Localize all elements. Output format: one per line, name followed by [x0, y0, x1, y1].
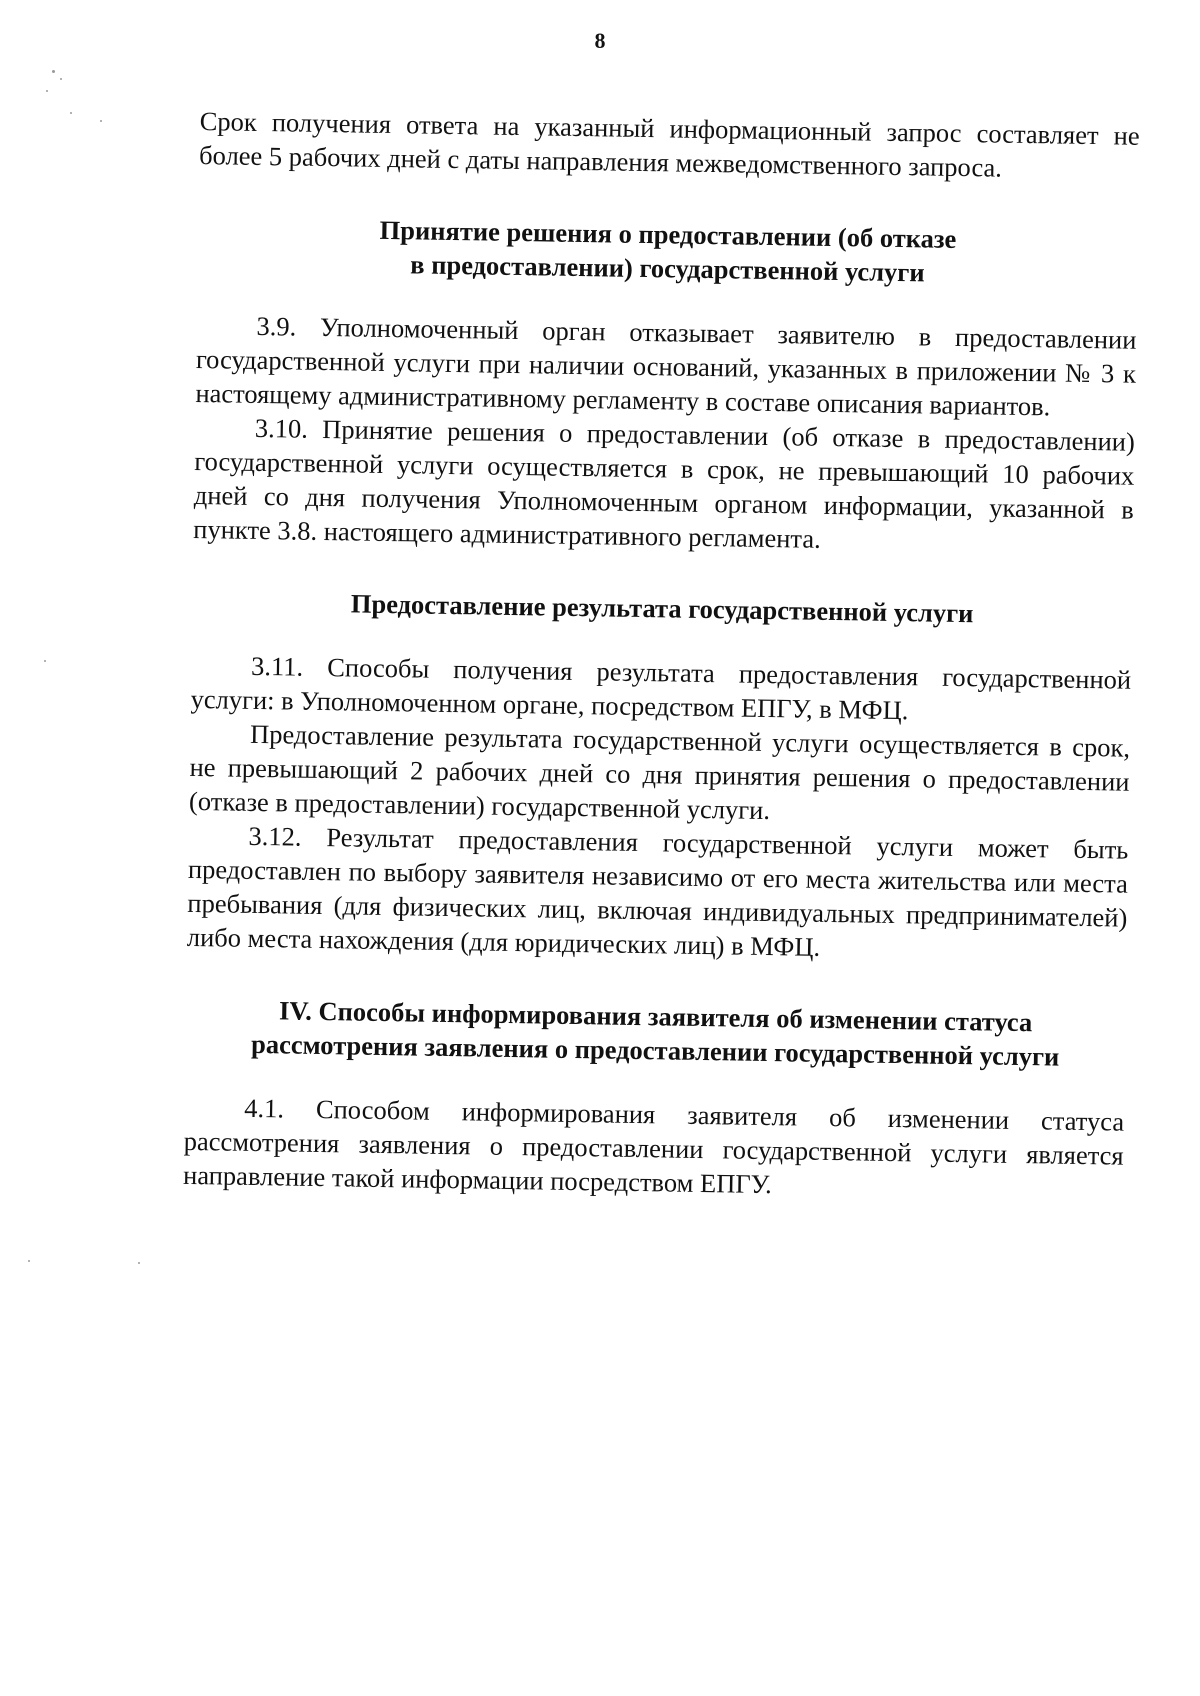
heading-line: IV. Способы информирования заявителя об изменении статуса — [278, 995, 1033, 1038]
paragraph-3-12: 3.12. Результат предоставления государственной услуги может быть предоставлен по выбору заявителя независимо от его места жительства или места пребывания (для физических лиц, включая индивидуальных предпринимателей) либо места нахождения (для юридических лиц) в МФЦ. — [186, 820, 1129, 962]
scan-speck — [52, 70, 55, 73]
heading-line: Принятие решения о предоставлении (об отказе — [379, 214, 957, 254]
paragraph-3-9: 3.9. Уполномоченный орган отказывает заявителю в предоставлении государственной услуги при наличии оснований, указанных в приложении № 3 к настоящему административному регламенту в составе описания вариантов. — [195, 310, 1137, 422]
scan-speck — [44, 660, 46, 662]
heading-line: рассмотрения заявления о предоставлении государственной услуги — [250, 1028, 1060, 1072]
page-number: 8 — [594, 28, 606, 53]
heading-line: Предоставление результата государственной услуги — [350, 588, 974, 629]
document-body — [183, 104, 1140, 1207]
scan-speck — [60, 78, 62, 80]
scan-speck — [46, 90, 48, 92]
paragraph-3-10: 3.10. Принятие решения о предоставлении (об отказе в предоставлении) государственной услуги осуществляется в срок, не превышающий 10 рабочих дней со дня получения Уполномоченным органом информации, указанной в пункте 3.8. настоящего административного регламента. — [193, 412, 1136, 554]
paragraph-4-1: 4.1. Способом информирования заявителя об изменении статуса рассмотрения заявления о предоставлении государственной услуги является направление такой информации посредством ЕПГУ. — [182, 1092, 1125, 1200]
paragraph-3-11: 3.11. Способы получения результата предоставления государственной услуги: в Уполномоченном органе, посредством ЕПГУ, в МФЦ. — [190, 650, 1132, 726]
heading-line: в предоставлении) государственной услуги — [410, 249, 925, 288]
scan-speck — [138, 1262, 140, 1264]
paragraph-result-term: Предоставление результата государственной услуги осуществляется в срок, не превышающий 2 рабочих дней со дня принятия решения о предоставлении (отказе в предоставлении) государственной услуги. — [188, 718, 1131, 826]
scan-speck — [70, 112, 72, 114]
paragraph-response-deadline: Срок получения ответа на указанный информационный запрос составляет не более 5 рабочих дней с даты направления межведомственного запроса. — [198, 105, 1140, 183]
scan-speck — [100, 120, 102, 122]
scan-speck — [28, 1260, 30, 1262]
